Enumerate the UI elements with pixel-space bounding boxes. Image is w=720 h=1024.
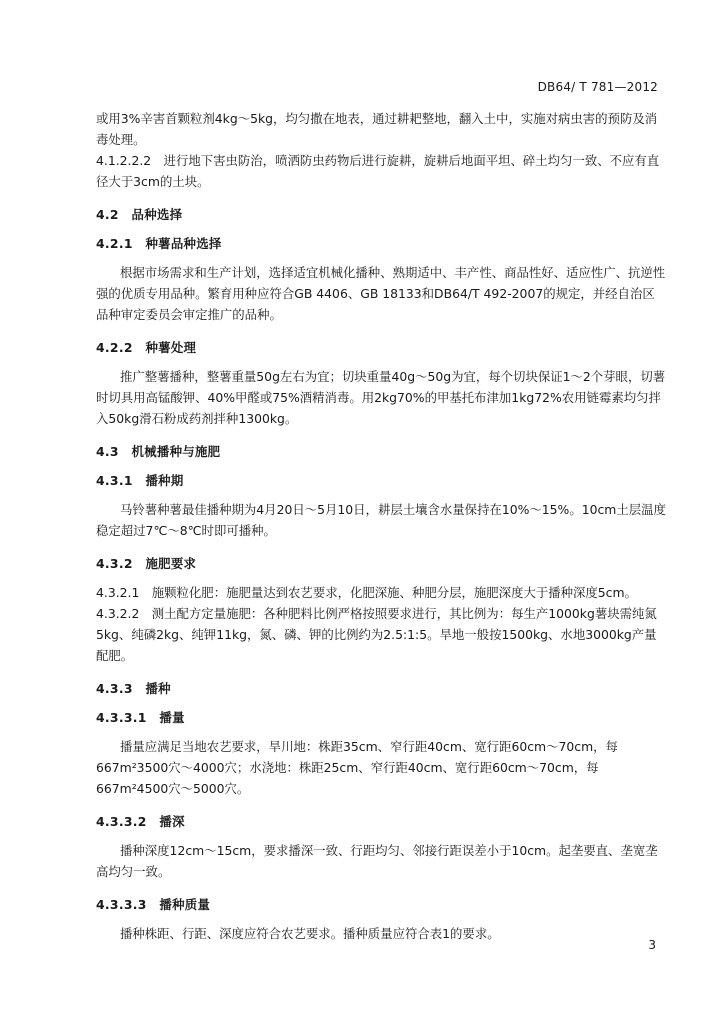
paragraph: 4.3.2.2 测土配方定量施肥：各种肥料比例严格按照要求进行，其比例为：每生产1000kg薯块需纯氮5kg、纯磷2kg、纯钾11kg，氮、磷、钾的比例约为2.5:1:5。旱地一般按1500kg、水地3000kg产量配肥。 (96, 606, 657, 663)
section-heading-4-3: 4.3 机械播种与施肥 (96, 444, 221, 459)
section-heading-4-2: 4.2 品种选择 (96, 207, 183, 222)
paragraph: 4.1.2.2.2 进行地下害虫防治，喷洒防虫药物后进行旋耕，旋耕后地面平坦、碎土均匀一致、不应有直径大于3cm的土块。 (96, 153, 660, 189)
paragraph: 播量应满足当地农艺要求，旱川地：株距35cm、窄行距40cm、宽行距60cm～70cm，每667m²3500穴～4000穴；水浇地：株距25cm、窄行距40cm、宽行距60cm～70cm，每667m²4500穴～5000穴。 (96, 739, 618, 796)
section-heading-4-2-1: 4.2.1 种薯品种选择 (96, 236, 222, 251)
paragraph: 4.3.2.1 施颗粒化肥：施肥量达到农艺要求，化肥深施、种肥分层，施肥深度大于播种深度5cm。 (96, 585, 637, 600)
section-heading-4-3-3-1: 4.3.3.1 播量 (96, 710, 185, 725)
paragraph: 播种株距、行距、深度应符合农艺要求。播种质量应符合表1的要求。 (120, 926, 500, 941)
section-heading-4-2-2: 4.2.2 种薯处理 (96, 340, 197, 355)
page-number: 3 (648, 938, 656, 952)
section-heading-4-3-3-3: 4.3.3.3 播种质量 (96, 897, 211, 912)
section-heading-4-3-2: 4.3.2 施肥要求 (96, 556, 197, 571)
section-heading-4-3-3-2: 4.3.3.2 播深 (96, 814, 185, 829)
paragraph: 播种深度12cm～15cm，要求播深一致、行距均匀、邻接行距误差小于10cm。起垄要直、垄宽垄高均匀一致。 (96, 843, 658, 879)
paragraph: 马铃薯种薯最佳播种期为4月20日～5月10日，耕层土壤含水量保持在10%～15%。10cm土层温度稳定超过7℃～8℃时即可播种。 (96, 502, 666, 538)
section-heading-4-3-1: 4.3.1 播种期 (96, 473, 184, 488)
paragraph: 或用3%辛害首颗粒剂4kg～5kg，均匀撒在地表，通过耕耙整地，翻入土中，实施对病虫害的预防及消毒处理。 (96, 111, 658, 147)
paragraph: 根据市场需求和生产计划，选择适宜机械化播种、熟期适中、丰产性、商品性好、适应性广、抗逆性强的优质专用品种。繁育用种应符合GB 4406、GB 18133和DB64/T 492-2007的规定，并经自治区品种审定委员会审定推广的品种。 (96, 265, 666, 322)
paragraph: 推广整薯播种，整薯重量50g左右为宜；切块重量40g～50g为宜，每个切块保证1～2个芽眼，切薯时切具用高锰酸钾、40%甲醛或75%酒精消毒。用2kg70%的甲基托布津加1kg72%农用链霉素均匀拌入50kg滑石粉成药剂拌种1300kg。 (96, 369, 666, 426)
document-body (96, 108, 666, 944)
document-code: DB64/ T 781—2012 (537, 80, 658, 94)
section-heading-4-3-3: 4.3.3 播种 (96, 681, 171, 696)
